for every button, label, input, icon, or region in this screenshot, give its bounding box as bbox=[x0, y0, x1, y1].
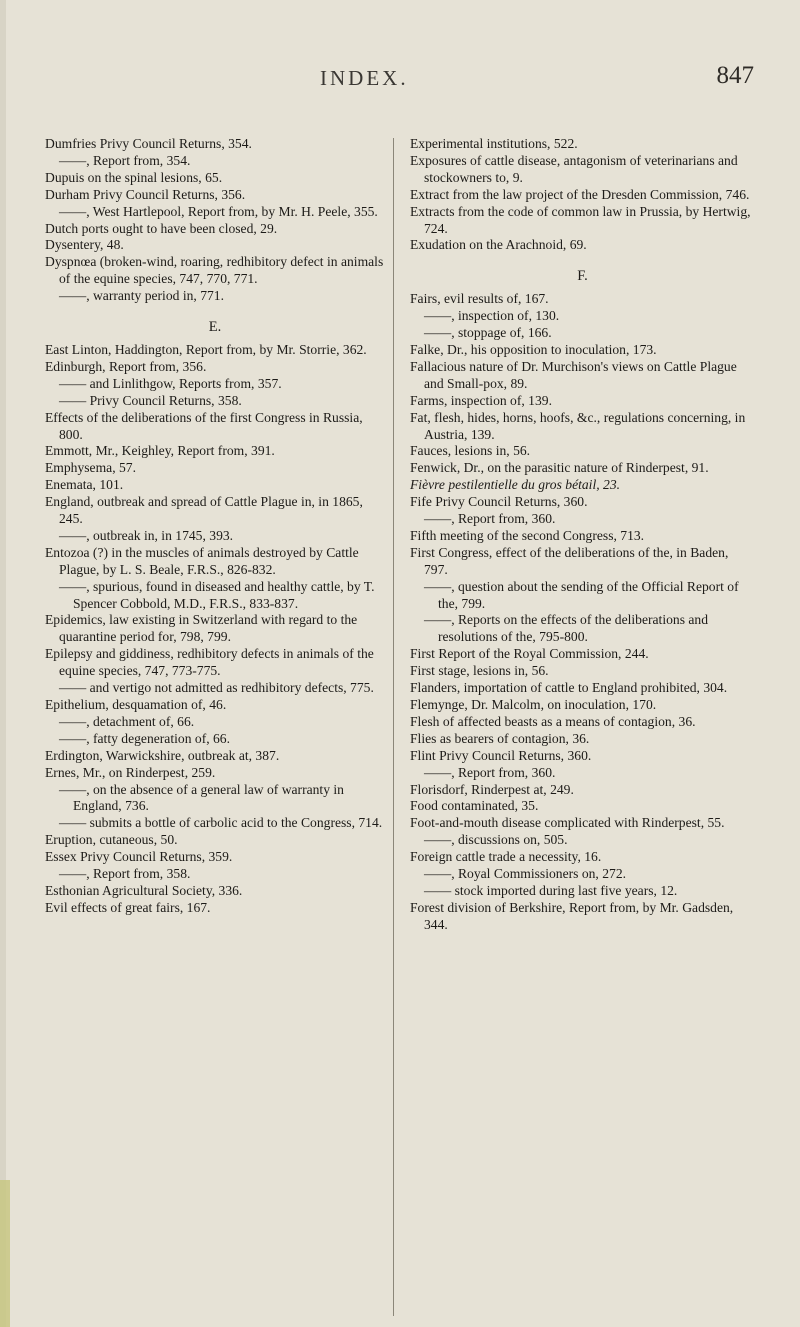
index-subentry: —— submits a bottle of carbolic acid to the Congress, 714. bbox=[59, 815, 383, 831]
index-entry: Exudation on the Arachnoid, 69. bbox=[410, 237, 587, 253]
index-entry: Fièvre pestilentielle du gros bétail, 23. bbox=[410, 477, 621, 493]
index-subentry: ——, spurious, found in diseased and healthy cattle, by T. Spencer Cobbold, M.D., F.R.S., 833-837. bbox=[59, 578, 375, 611]
index-subentry: —— and vertigo not admitted as redhibitory defects, 775. bbox=[59, 680, 374, 696]
running-head bbox=[0, 62, 800, 92]
index-subentry: —— Privy Council Returns, 358. bbox=[59, 392, 242, 408]
index-subentry: ——, Royal Commissioners on, 272. bbox=[424, 866, 627, 882]
index-subentry: ——, West Hartlepool, Report from, by Mr. H. Peele, 355. bbox=[59, 203, 378, 219]
index-entry: Flies as bearers of contagion, 36. bbox=[410, 730, 590, 746]
index-entry: Entozoa (?) in the muscles of animals destroyed by Cattle Plague, by L. S. Beale, F.R.S., 826-832. bbox=[45, 544, 359, 577]
column-divider bbox=[393, 138, 394, 1316]
index-entry: East Linton, Haddington, Report from, by Mr. Storrie, 362. bbox=[45, 341, 367, 357]
index-subentry: ——, question about the sending of the Official Report of the, 799. bbox=[424, 578, 739, 611]
index-entry: Edinburgh, Report from, 356. bbox=[45, 358, 207, 374]
index-entry: Extracts from the code of common law in Prussia, by Hertwig, 724. bbox=[410, 203, 751, 236]
index-subentry: ——, Report from, 354. bbox=[59, 152, 191, 168]
index-entry: Fairs, evil results of, 167. bbox=[410, 291, 549, 307]
index-entry: Effects of the deliberations of the first Congress in Russia, 800. bbox=[45, 409, 363, 442]
index-entry: Durham Privy Council Returns, 356. bbox=[45, 186, 246, 202]
index-subentry: ——, fatty degeneration of, 66. bbox=[59, 730, 231, 746]
index-entry: Fenwick, Dr., on the parasitic nature of Rinderpest, 91. bbox=[410, 460, 709, 476]
index-column-left bbox=[45, 136, 385, 917]
index-entry: Flesh of affected beasts as a means of contagion, 36. bbox=[410, 713, 696, 729]
index-entry: Farms, inspection of, 139. bbox=[410, 392, 552, 408]
index-subentry: —— stock imported during last five years, 12. bbox=[424, 882, 678, 898]
index-entry: Flanders, importation of cattle to England prohibited, 304. bbox=[410, 680, 728, 696]
index-subentry: ——, discussions on, 505. bbox=[424, 832, 568, 848]
index-subentry: ——, Report from, 360. bbox=[424, 511, 556, 527]
index-subentry: ——, stoppage of, 166. bbox=[424, 325, 552, 341]
index-subentry: ——, on the absence of a general law of warranty in England, 736. bbox=[59, 781, 344, 814]
index-entry: Foreign cattle trade a necessity, 16. bbox=[410, 849, 602, 865]
index-entry: Dupuis on the spinal lesions, 65. bbox=[45, 169, 223, 185]
index-entry: Flint Privy Council Returns, 360. bbox=[410, 747, 592, 763]
index-entry: Falke, Dr., his opposition to inoculation, 173. bbox=[410, 341, 657, 357]
index-subentry: ——, Report from, 360. bbox=[424, 764, 556, 780]
index-entry: Fat, flesh, hides, horns, hoofs, &c., regulations concerning, in Austria, 139. bbox=[410, 409, 746, 442]
index-subentry: ——, outbreak in, in 1745, 393. bbox=[59, 527, 234, 543]
index-entry: Fife Privy Council Returns, 360. bbox=[410, 494, 588, 510]
index-subentry: —— and Linlithgow, Reports from, 357. bbox=[59, 375, 282, 391]
index-entry: First Congress, effect of the deliberations of the, in Baden, 797. bbox=[410, 544, 729, 577]
index-entry: Epidemics, law existing in Switzerland with regard to the quarantine period for, 798, 799. bbox=[45, 612, 358, 645]
index-entry: Enemata, 101. bbox=[45, 477, 124, 493]
page-edge-stain bbox=[0, 1180, 10, 1327]
index-entry: Emphysema, 57. bbox=[45, 460, 136, 476]
index-entry: Esthonian Agricultural Society, 336. bbox=[45, 882, 243, 898]
index-entry: Dyspnœa (broken-wind, roaring, redhibitory defect in animals of the equine species, 747, 770, 771. bbox=[45, 254, 384, 287]
index-entry: England, outbreak and spread of Cattle Plague in, in 1865, 245. bbox=[45, 494, 363, 527]
index-entry: Essex Privy Council Returns, 359. bbox=[45, 849, 233, 865]
index-subentry: ——, inspection of, 130. bbox=[424, 308, 560, 324]
index-entry: Epithelium, desquamation of, 46. bbox=[45, 697, 227, 712]
page-spine-edge bbox=[0, 0, 6, 1327]
index-subentry: ——, warranty period in, 771. bbox=[59, 288, 224, 304]
index-entry: Eruption, cutaneous, 50. bbox=[45, 832, 178, 848]
index-entry: Evil effects of great fairs, 167. bbox=[45, 899, 211, 915]
index-entry: Dutch ports ought to have been closed, 29. bbox=[45, 220, 278, 236]
index-entry: Food contaminated, 35. bbox=[410, 798, 539, 814]
index-subentry: ——, Reports on the effects of the deliberations and resolutions of the, 795-800. bbox=[424, 612, 709, 645]
section-letter-f: F. bbox=[577, 268, 588, 285]
index-entry: Erdington, Warwickshire, outbreak at, 387. bbox=[45, 747, 280, 763]
index-entry: First stage, lesions in, 56. bbox=[410, 663, 549, 679]
index-entry: Fifth meeting of the second Congress, 713. bbox=[410, 527, 645, 543]
index-entry: Fauces, lesions in, 56. bbox=[410, 443, 531, 459]
page-number: 847 bbox=[716, 62, 754, 89]
index-entry: Flemynge, Dr. Malcolm, on inoculation, 170. bbox=[410, 697, 657, 712]
index-entry: Fallacious nature of Dr. Murchison's views on Cattle Plague and Small-pox, 89. bbox=[410, 358, 737, 391]
index-entry: Experimental institutions, 522. bbox=[410, 136, 578, 151]
index-entry: Exposures of cattle disease, antagonism of veterinarians and stockowners to, 9. bbox=[410, 152, 738, 185]
section-letter-e: E. bbox=[208, 319, 222, 336]
running-title: INDEX. bbox=[320, 66, 409, 90]
index-entry: Foot-and-mouth disease complicated with Rinderpest, 55. bbox=[410, 815, 725, 831]
index-entry: Extract from the law project of the Dresden Commission, 746. bbox=[410, 186, 750, 202]
index-entry: First Report of the Royal Commission, 244. bbox=[410, 646, 649, 662]
index-subentry: ——, detachment of, 66. bbox=[59, 713, 195, 729]
index-entry: Florisdorf, Rinderpest at, 249. bbox=[410, 781, 574, 797]
index-entry: Ernes, Mr., on Rinderpest, 259. bbox=[45, 764, 216, 780]
index-column-right bbox=[410, 136, 755, 934]
index-entry: Forest division of Berkshire, Report from, by Mr. Gadsden, 344. bbox=[410, 899, 734, 932]
index-entry: Dysentery, 48. bbox=[45, 237, 124, 253]
index-entry: Emmott, Mr., Keighley, Report from, 391. bbox=[45, 443, 275, 459]
index-entry: Dumfries Privy Council Returns, 354. bbox=[45, 136, 252, 151]
index-entry: Epilepsy and giddiness, redhibitory defects in animals of the equine species, 747, 773-775. bbox=[45, 646, 374, 679]
index-subentry: ——, Report from, 358. bbox=[59, 866, 191, 882]
